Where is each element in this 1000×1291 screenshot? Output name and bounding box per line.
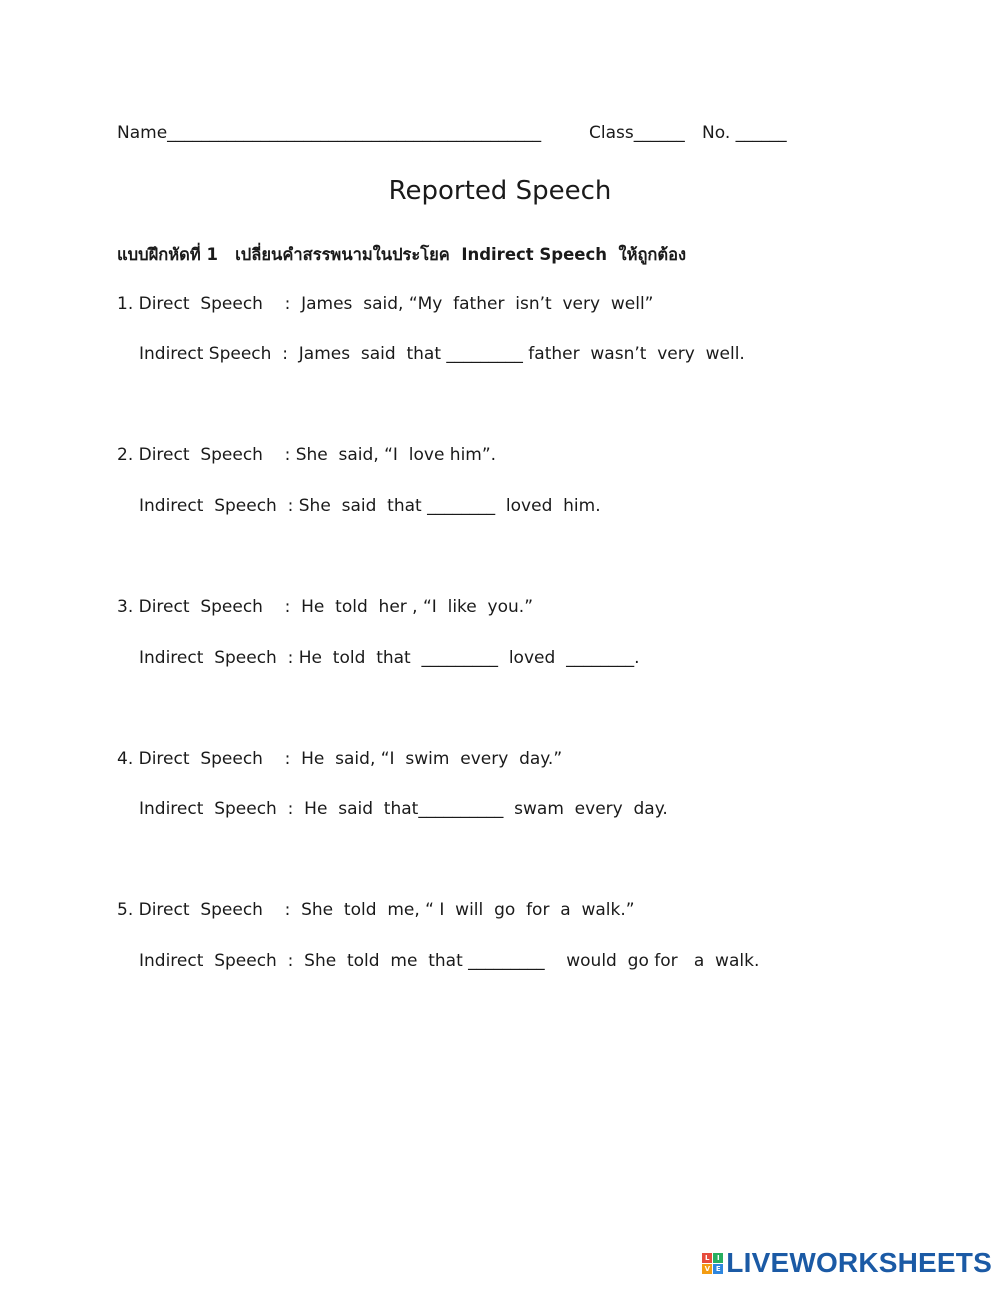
direct-speech-2: 2. Direct Speech : She said, “I love him”. xyxy=(117,445,497,465)
logo-block-e: E xyxy=(713,1264,723,1274)
logo-blocks-icon xyxy=(702,1253,723,1274)
indirect-speech-2: Indirect Speech : She said that ________ loved him. xyxy=(139,496,601,516)
liveworksheets-logo xyxy=(702,1247,992,1279)
direct-speech-4: 4. Direct Speech : He said, “I swim every day.” xyxy=(117,749,563,769)
indirect-speech-5: Indirect Speech : She told me that _________ would go for a walk. xyxy=(139,951,760,971)
indirect-speech-1: Indirect Speech : James said that _________ father wasn’t very well. xyxy=(139,344,745,364)
direct-speech-1: 1. Direct Speech : James said, “My father isn’t very well” xyxy=(117,294,654,314)
logo-block-v: V xyxy=(702,1264,712,1274)
logo-text: LIVEWORKSHEETS xyxy=(726,1247,992,1278)
logo-block-i: I xyxy=(713,1253,723,1263)
indirect-speech-4: Indirect Speech : He said that__________ swam every day. xyxy=(139,799,668,819)
exercise-instruction: แบบฝึกหัดที่ 1 เปลี่ยนคำสรรพนามในประโยค Indirect Speech ให้ถูกต้อง xyxy=(117,245,687,264)
name-field-label: Name____________________________________________ xyxy=(117,123,542,143)
number-field-label: No. ______ xyxy=(702,123,787,143)
indirect-speech-3: Indirect Speech : He told that _________ loved ________. xyxy=(139,648,640,668)
logo-block-l: L xyxy=(702,1253,712,1263)
direct-speech-5: 5. Direct Speech : She told me, “ I will go for a walk.” xyxy=(117,900,635,920)
page-title: Reported Speech xyxy=(388,176,612,206)
class-field-label: Class______ xyxy=(589,123,685,143)
direct-speech-3: 3. Direct Speech : He told her , “I like you.” xyxy=(117,597,534,617)
